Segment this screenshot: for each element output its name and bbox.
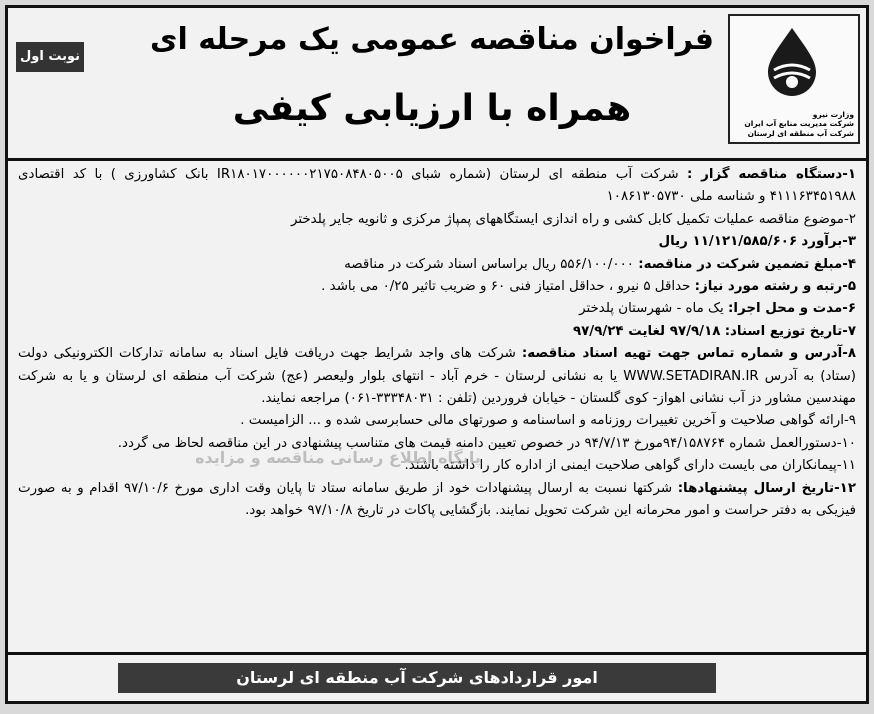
notice-body — [18, 164, 856, 523]
logo-line-company: شرکت مدیریت منابع آب ایران — [744, 119, 854, 128]
item-text: یک ماه - شهرستان پلدختر — [579, 301, 724, 317]
item-text: ۵۵۶/۱۰۰/۰۰۰ ریال براساس اسناد شرکت در مناقصه — [344, 256, 634, 272]
round-badge: نوبت اول — [16, 42, 84, 72]
item-1 — [18, 164, 856, 209]
item-text: ۱۰-دستورالعمل شماره ۹۴/۱۵۸۷۶۴مورخ ۹۴/۷/۱۳ در خصوص تعیین دامنه قیمت های متناسب پیشنهادی در این مناقصه لحاظ می گردد. — [117, 435, 856, 451]
item-5 — [18, 276, 856, 298]
item-label: ۱-دستگاه مناقصه گزار : — [686, 167, 856, 182]
item-text: شرکت آب منطقه ای لرستان (شماره شبای IR۱۸۰۱۷۰۰۰۰۰۰۲۱۷۵۰۸۴۸۰۵۰۰۵ بانک کشاورزی ) با کد اقتصادی ۴۱۱۱۶۳۴۵۱۹۸۸ و شناسه ملی ۱۰۸۶۱۳۰۵۷۳۰ — [18, 167, 856, 205]
item-label: ۸-آدرس و شماره تماس جهت تهیه اسناد مناقصه: — [521, 346, 856, 362]
notice-title: فراخوان مناقصه عمومی یک مرحله ای — [149, 22, 714, 57]
item-text: شرکت های واجد شرایط جهت دریافت فایل اسناد به سامانه تدارکات الکترونیکی دولت (ستاد) به آدرس WWW.SETADIRAN.IR یا به نشانی لرستان - خرم آباد - انتهای بلوار ولیعصر (عج) شرکت آب منطقه ای لرستان و یا به شرکت مهندسین مشاور دز آب نشانی اهواز- کوی گلستان - خیابان فروردین (تلفن : ۳۳۳۴۸۰۳۱-۰۶۱) مراجعه نمایند. — [18, 346, 856, 407]
item-text: حداقل ۵ نیرو ، حداقل امتیاز فنی ۶۰ و ضریب تاثیر ۰/۲۵ می باشد . — [321, 279, 691, 295]
organization-logo — [728, 14, 860, 144]
logo-line-ministry: وزارت نیرو — [812, 109, 854, 119]
notice-footer — [8, 652, 866, 701]
logo-caption — [734, 110, 854, 139]
item-3 — [18, 231, 856, 253]
item-text: ۱۱/۱۲۱/۵۸۵/۶۰۶ ریال — [658, 234, 798, 250]
item-6 — [18, 298, 856, 320]
item-text: ۱۱-پیمانکاران می بایست دارای گواهی صلاحیت ایمنی از اداره کار را داشته باشند. — [404, 458, 856, 474]
footer-signature: امور قراردادهای شرکت آب منطقه ای لرستان — [118, 663, 716, 693]
notice-header — [8, 8, 866, 161]
item-label: ۳-برآورد — [801, 234, 856, 250]
notice-subtitle: همراه با ارزیابی کیفی — [232, 88, 632, 129]
item-label: ۱۲-تاریخ ارسال پیشنهادها: — [677, 480, 857, 496]
item-12 — [18, 478, 856, 523]
item-text: شرکتها نسبت به ارسال پیشنهادات خود از طریق سامانه ستاد تا پایان وقت اداری مورخ ۹۷/۱۰/۶ اقدام و به صورت فیزیکی به دفتر حراست و امور محرمانه این شرکت تحویل نمایند. بازگشایی پاکات در تاریخ ۹۷/۱۰/۸ خواهد بود. — [18, 480, 856, 519]
logo-line-regional: شرکت آب منطقه ای لرستان — [747, 128, 854, 138]
item-9 — [18, 410, 856, 432]
item-2 — [18, 209, 856, 231]
watermark: پایگاه اطلاع رسانی مناقصه و مزایده — [195, 448, 481, 467]
item-label: ۷-تاریخ توزیع اسناد: — [724, 323, 856, 339]
item-label: ۴-مبلغ تضمین شرکت در مناقصه: — [638, 256, 856, 272]
item-7 — [18, 321, 856, 343]
item-text: ۹-ارائه گواهی صلاحیت و آخرین تغییرات روزنامه و اساسنامه و صورتهای مالی حسابرسی شده و ... الزامیست . — [240, 413, 856, 429]
item-text: ۹۷/۹/۱۸ لغایت ۹۷/۹/۲۴ — [572, 323, 721, 339]
water-drop-icon — [756, 24, 828, 96]
item-8 — [18, 343, 856, 410]
tender-notice — [5, 5, 869, 704]
item-label: ۵-رتبه و رشته مورد نیاز: — [694, 279, 856, 295]
item-4 — [18, 254, 856, 276]
item-label: ۶-مدت و محل اجرا: — [728, 301, 856, 317]
item-text: ۲-موضوع مناقصه عملیات تکمیل کابل کشی و راه اندازی ایستگاههای پمپاژ مرکزی و ثانویه جایر پلدختر — [290, 211, 856, 227]
